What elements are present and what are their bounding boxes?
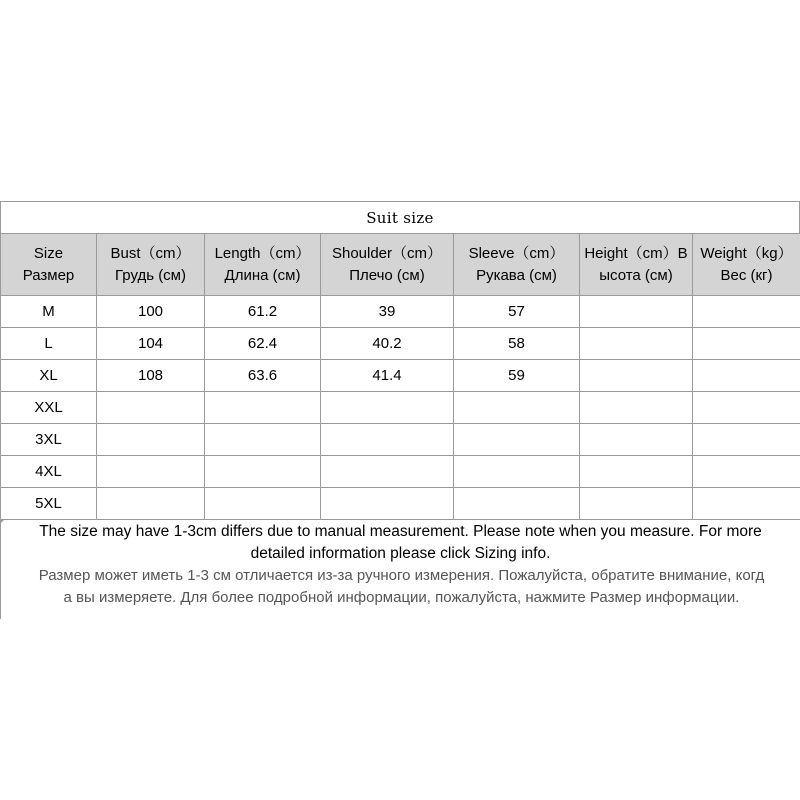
cell-size: XL [1,360,97,392]
cell-shoulder [321,456,454,488]
cell-height [580,456,693,488]
cell-shoulder: 41.4 [321,360,454,392]
cell-sleeve [454,488,580,520]
cell-shoulder [321,488,454,520]
table-row [1,328,800,360]
table-row [1,392,800,424]
cell-height [580,488,693,520]
cell-bust [97,488,205,520]
cell-height [580,296,693,328]
cell-length [205,456,321,488]
chart-title: Suit size [0,201,800,233]
cell-weight [693,456,800,488]
cell-bust [97,456,205,488]
cell-length [205,424,321,456]
cell-weight [693,360,800,392]
note-english-line: detailed information please click Sizing info. [250,545,551,562]
table-row [1,456,800,488]
cell-length: 63.6 [205,360,321,392]
header-size: Size Размер [1,234,97,296]
cell-bust: 108 [97,360,205,392]
cell-sleeve: 57 [454,296,580,328]
cell-size: 4XL [1,456,97,488]
table-row [1,296,800,328]
cell-length [205,392,321,424]
cell-weight [693,328,800,360]
cell-sleeve [454,456,580,488]
size-chart [0,201,800,520]
cell-shoulder [321,392,454,424]
note-russian-line: Размер может иметь 1-3 см отличается из-за ручного измерения. Пожалуйста, обратите внимание, когд [38,567,765,584]
cell-sleeve [454,424,580,456]
cell-shoulder: 39 [321,296,454,328]
cell-sleeve: 59 [454,360,580,392]
header-bust: Bust（cm） Грудь (см) [97,234,205,296]
cell-bust: 104 [97,328,205,360]
cell-bust [97,424,205,456]
cell-bust: 100 [97,296,205,328]
cell-height [580,360,693,392]
note-russian-line: а вы измеряете. Для более подробной информации, пожалуйста, нажмите Размер информации. [63,589,740,606]
note-english-line: The size may have 1-3cm differs due to manual measurement. Please note when you measure. For more [39,523,762,540]
cell-height [580,328,693,360]
header-shoulder: Shoulder（cm） Плечо (см) [321,234,454,296]
header-sleeve: Sleeve（cm） Рукава (см) [454,234,580,296]
cell-weight [693,488,800,520]
cell-shoulder [321,424,454,456]
cell-sleeve [454,392,580,424]
cell-height [580,424,693,456]
cell-size: 5XL [1,488,97,520]
cell-weight [693,392,800,424]
measurement-note [0,519,800,619]
cell-height [580,392,693,424]
cell-size: 3XL [1,424,97,456]
cell-length: 62.4 [205,328,321,360]
table-row [1,424,800,456]
cell-weight [693,424,800,456]
table-row [1,360,800,392]
table-row [1,488,800,520]
note-english [1,519,800,565]
cell-length [205,488,321,520]
cell-length: 61.2 [205,296,321,328]
cell-size: XXL [1,392,97,424]
header-length: Length（cm） Длина (см) [205,234,321,296]
header-row [1,234,800,296]
note-russian [1,565,800,609]
cell-size: M [1,296,97,328]
cell-bust [97,392,205,424]
cell-sleeve: 58 [454,328,580,360]
header-height: Height（cm）В ысота (см) [580,234,693,296]
cell-shoulder: 40.2 [321,328,454,360]
cell-size: L [1,328,97,360]
header-weight: Weight（kg） Вес (кг) [693,234,800,296]
size-table [0,233,800,520]
cell-weight [693,296,800,328]
